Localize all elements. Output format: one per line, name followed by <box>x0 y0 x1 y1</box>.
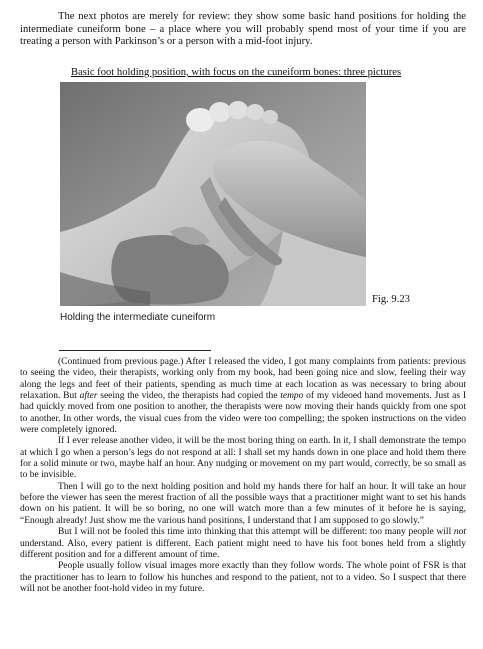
footnote-separator <box>59 350 211 351</box>
intro-text <box>20 11 466 49</box>
figure-caption: Holding the intermediate cuneiform <box>60 312 216 323</box>
figure-number: Fig. 9.23 <box>372 294 410 305</box>
footnote-paragraph: (Continued from previous page.) After I released the video, I got many complaints from patients: previous to seeing the video, their therapists, working only from my book, had been going nice and slow, feeling their way along the legs and feet of their patients, spending as much time at each location as was necessary to bring about relaxation. But after seeing the video, the therapists had copied the tempo of my videoed hand movements. Just as I had quickly moved from one position to another, the therapists were now moving their hands quickly from one spot to another. In other words, the visual cues from the video were too compelling; the spoken instructions on the video were completely ignored. <box>20 357 466 436</box>
footnote-paragraph: People usually follow visual images more exactly than they follow words. The whole point of FSR is that the practitioner has to learn to follow his hunches and respond to the patient, not to a video. So I suspect that there will not be another foot-hold video in my future. <box>20 561 466 594</box>
footnote-text <box>20 357 466 595</box>
footnote-paragraph: If I ever release another video, it will be the most boring thing on earth. In it, I shall demonstrate the tempo at which I go when a person’s legs do not respond at all: I shall set my hands down in one place and hold them there for a solid minute or two, maybe half an hour. Any nudging or movement on my part would, correctly, be so small as to be invisible. <box>20 436 466 481</box>
foot-photo <box>60 82 366 306</box>
footnote-paragraph: But I will not be fooled this time into thinking that this attempt will be different: too many people will not understand. Also, every patient is different. Each patient might need to have his foot bones held from a slightly different position and for a different amount of time. <box>20 527 466 560</box>
figure-title: Basic foot holding position, with focus on the cuneiform bones: three pictures <box>71 67 402 78</box>
footnote-paragraph: Then I will go to the next holding position and hold my hands there for half an hour. It will take an hour before the viewer has seen the merest fraction of all the possible ways that a practitioner might want to set his hands down on his patient. It will be so boring, no one will watch more than a few minutes of it before he is saying, “Enough already! Just show me the various hand positions, I understand that I am supposed to go slowly.” <box>20 481 466 526</box>
intro-paragraph: The next photos are merely for review: they show some basic hand positions for holding the intermediate cuneiform bone – a place where you will probably spend most of your time if you are treating a person with Parkinson’s or a person with a mid-foot injury. <box>20 11 466 48</box>
